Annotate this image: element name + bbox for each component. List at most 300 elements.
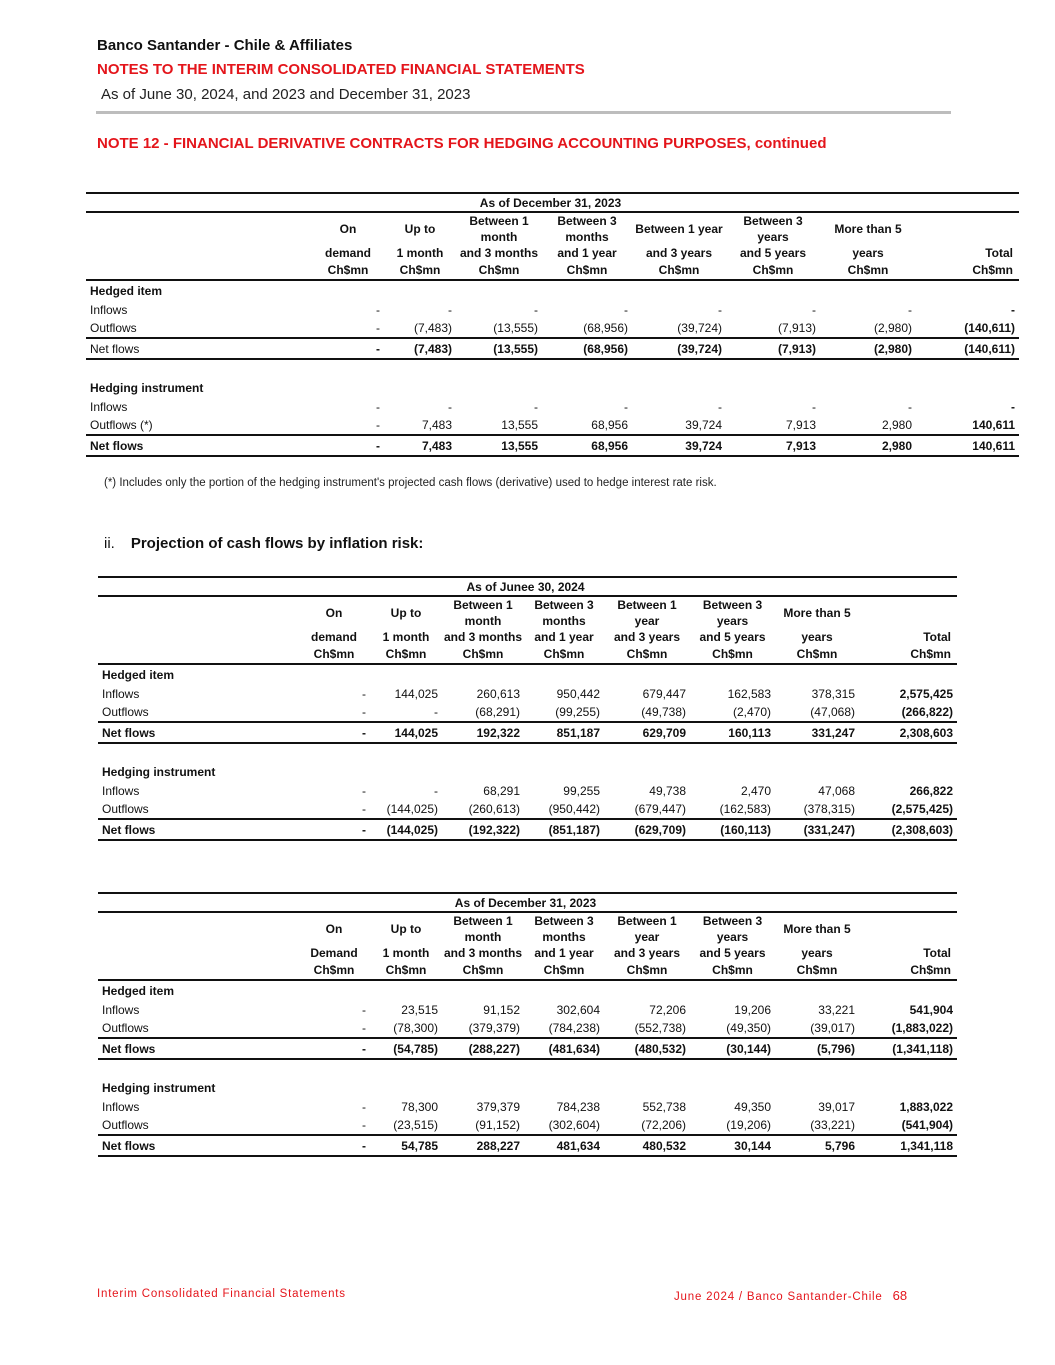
- value-cell: 379,379: [476, 1100, 520, 1114]
- header-blank: [86, 245, 312, 261]
- value-cell: -: [534, 303, 538, 317]
- footnote: (*) Includes only the portion of the hedging instrument's projected cash flows (derivative) used to hedge interest rate risk.: [104, 477, 717, 489]
- value-cell: 68,956: [591, 418, 628, 432]
- column-header-mid: 1 month: [382, 946, 430, 960]
- column-header-mid: and 5 years: [739, 246, 807, 260]
- value-cell: -: [434, 784, 438, 798]
- header-blank: [98, 945, 298, 961]
- value-cell: -: [298, 1038, 370, 1059]
- unit-label: Ch$mn: [370, 645, 442, 664]
- period-label: As of December 31, 2023: [86, 193, 1019, 212]
- column-header-mid: Total: [923, 630, 951, 644]
- section-row: [98, 980, 957, 1001]
- header-row-mid: [98, 945, 957, 961]
- unit-label: Ch$mn: [604, 961, 690, 980]
- inflows-row: [86, 301, 1019, 319]
- value-cell: 1,883,022: [899, 1100, 954, 1114]
- row-label: Net flows: [98, 819, 298, 840]
- value-cell: -: [362, 784, 366, 798]
- value-cell: 33,221: [818, 1003, 855, 1017]
- row-label: Net flows: [86, 435, 312, 456]
- value-cell: -: [624, 303, 628, 317]
- column-header-top: On: [325, 606, 343, 620]
- value-cell: (541,904): [901, 1118, 954, 1132]
- unit-label: Ch$mn: [690, 645, 775, 664]
- value-cell: 19,206: [734, 1003, 771, 1017]
- value-cell: -: [376, 303, 380, 317]
- row-label: Inflows: [90, 400, 128, 414]
- section-label: Hedging instrument: [102, 765, 216, 779]
- section-title: Projection of cash flows by inflation risk:: [130, 535, 424, 552]
- value-cell: (144,025): [386, 802, 438, 816]
- inflows-row: [98, 782, 957, 800]
- value-cell: (480,532): [604, 1038, 690, 1059]
- row-label: Outflows: [102, 705, 149, 719]
- table-inflation-jun-2024: [98, 576, 957, 841]
- header-row-mid: [98, 629, 957, 645]
- footer-right-text: June 2024 / Banco Santander-Chile: [674, 1291, 883, 1303]
- column-header-mid: and 1 year: [534, 630, 594, 644]
- header-blank: [86, 261, 312, 280]
- value-cell: 91,152: [483, 1003, 520, 1017]
- value-cell: 2,980: [881, 418, 912, 432]
- value-cell: 78,300: [401, 1100, 438, 1114]
- value-cell: 2,575,425: [899, 687, 953, 701]
- value-cell: 5,796: [775, 1135, 859, 1156]
- value-cell: -: [718, 303, 722, 317]
- value-cell: (68,956): [583, 321, 628, 335]
- column-header-top: On: [325, 922, 343, 936]
- net-flows-row: [86, 338, 1019, 359]
- row-label: Outflows: [102, 802, 149, 816]
- value-cell: -: [434, 705, 438, 719]
- outflows-row: [98, 800, 957, 819]
- value-cell: 49,350: [734, 1100, 771, 1114]
- unit-label: Ch$mn: [859, 645, 957, 664]
- outflows-row: [98, 1116, 957, 1135]
- value-cell: (481,634): [524, 1038, 604, 1059]
- unit-label: Ch$mn: [456, 261, 542, 280]
- value-cell: 2,980: [820, 435, 916, 456]
- value-cell: (629,709): [604, 819, 690, 840]
- inflows-row: [98, 685, 957, 703]
- column-header-top: Between 1 year: [635, 222, 723, 236]
- net-flows-row: [98, 1038, 957, 1059]
- value-cell: 72,206: [649, 1003, 686, 1017]
- column-header-mid: and 3 months: [459, 246, 538, 260]
- unit-label: Ch$mn: [632, 261, 726, 280]
- column-header-mid: and 1 year: [534, 946, 594, 960]
- section-label: Hedged item: [90, 284, 163, 298]
- section-row: [98, 1078, 957, 1098]
- value-cell: -: [624, 400, 628, 414]
- row-label: Net flows: [98, 1038, 298, 1059]
- column-header-top: [859, 596, 957, 629]
- period-label: As of Junee 30, 2024: [98, 577, 957, 596]
- value-cell: -: [362, 1003, 366, 1017]
- value-cell: 99,255: [563, 784, 600, 798]
- value-cell: -: [298, 819, 370, 840]
- net-flows-row: [98, 819, 957, 840]
- column-header-mid: and 3 months: [444, 946, 523, 960]
- value-cell: 7,483: [384, 435, 456, 456]
- unit-label: Ch$mn: [524, 961, 604, 980]
- column-header-top: Between 1 month: [469, 214, 529, 244]
- footer-right: [674, 1288, 907, 1303]
- row-label: Inflows: [102, 687, 140, 701]
- header-blank: [86, 212, 312, 245]
- unit-label: Ch$mn: [859, 961, 957, 980]
- value-cell: 140,611: [916, 435, 1019, 456]
- value-cell: (1,341,118): [859, 1038, 957, 1059]
- outflows-row: [98, 1019, 957, 1038]
- period-row: [98, 893, 957, 912]
- header-divider: [96, 111, 951, 114]
- unit-label: Ch$mn: [604, 645, 690, 664]
- column-header-top: Between 3 months: [557, 214, 617, 244]
- net-flows-row: [98, 722, 957, 743]
- value-cell: -: [1011, 400, 1016, 414]
- period-row: [98, 577, 957, 596]
- table-inflation-dec-2023: [98, 892, 957, 1157]
- header-row-top: [98, 912, 957, 945]
- column-header-top: Between 3 years: [702, 598, 763, 628]
- value-cell: 266,822: [909, 784, 953, 798]
- column-header-mid: Demand: [310, 946, 358, 960]
- column-header-top: Between 3 months: [534, 598, 594, 628]
- value-cell: (7,483): [413, 321, 452, 335]
- value-cell: 950,442: [556, 687, 600, 701]
- row-label: Outflows: [102, 1021, 149, 1035]
- unit-label: Ch$mn: [442, 645, 524, 664]
- value-cell: -: [908, 303, 912, 317]
- column-header-mid: and 3 years: [645, 246, 713, 260]
- column-header-top: On: [339, 222, 357, 236]
- section-number: ii.: [104, 535, 115, 552]
- net-flows-row: [86, 435, 1019, 456]
- value-cell: (144,025): [370, 819, 442, 840]
- column-header-top: More than 5: [783, 922, 851, 936]
- row-label: Net flows: [98, 1135, 298, 1156]
- column-header-mid: and 3 years: [613, 630, 681, 644]
- column-header-mid: years: [801, 946, 833, 960]
- column-header-top: Between 3 months: [534, 914, 594, 944]
- value-cell: (47,068): [810, 705, 855, 719]
- section-label: Hedged item: [102, 668, 175, 682]
- column-header-top: Between 1 year: [617, 598, 677, 628]
- row-label: Inflows: [90, 303, 128, 317]
- unit-label: Ch$mn: [726, 261, 820, 280]
- section-label: Hedging instrument: [90, 381, 204, 395]
- column-header-mid: demand: [324, 246, 371, 260]
- value-cell: (72,206): [641, 1118, 686, 1132]
- value-cell: -: [312, 435, 384, 456]
- value-cell: (5,796): [775, 1038, 859, 1059]
- value-cell: -: [362, 1100, 366, 1114]
- value-cell: (266,822): [901, 705, 953, 719]
- value-cell: (1,883,022): [891, 1021, 954, 1035]
- value-cell: -: [448, 303, 452, 317]
- value-cell: 679,447: [642, 687, 686, 701]
- value-cell: 851,187: [524, 722, 604, 743]
- value-cell: -: [376, 400, 380, 414]
- value-cell: (13,555): [456, 338, 542, 359]
- header-row-top: [98, 596, 957, 629]
- row-label: Net flows: [98, 722, 298, 743]
- value-cell: (19,206): [726, 1118, 771, 1132]
- column-header-top: Between 1 month: [453, 914, 513, 944]
- value-cell: -: [312, 338, 384, 359]
- unit-label: Ch$mn: [298, 961, 370, 980]
- value-cell: 144,025: [394, 687, 438, 701]
- footer-left: Interim Consolidated Financial Statements: [97, 1288, 346, 1300]
- value-cell: (39,017): [810, 1021, 855, 1035]
- value-cell: 541,904: [909, 1003, 954, 1017]
- unit-row: [98, 961, 957, 980]
- header-blank: [98, 912, 298, 945]
- value-cell: -: [812, 400, 816, 414]
- table-interest-rate-dec-2023: [86, 192, 1019, 457]
- value-cell: -: [718, 400, 722, 414]
- value-cell: (379,379): [468, 1021, 520, 1035]
- value-cell: 480,532: [604, 1135, 690, 1156]
- value-cell: -: [376, 321, 380, 335]
- value-cell: 47,068: [818, 784, 855, 798]
- value-cell: (679,447): [634, 802, 686, 816]
- value-cell: (91,152): [475, 1118, 520, 1132]
- unit-label: Ch$mn: [542, 261, 632, 280]
- value-cell: (30,144): [690, 1038, 775, 1059]
- section-ii-title: [104, 535, 423, 552]
- row-label: Inflows: [102, 1100, 140, 1114]
- value-cell: (160,113): [690, 819, 775, 840]
- row-label: Outflows (*): [90, 418, 153, 432]
- spacer-cell: [98, 743, 957, 762]
- value-cell: -: [298, 1135, 370, 1156]
- column-header-top: Up to: [390, 922, 422, 936]
- header-blank: [98, 645, 298, 664]
- value-cell: 7,913: [726, 435, 820, 456]
- value-cell: -: [362, 1021, 366, 1035]
- row-label: Inflows: [102, 1003, 140, 1017]
- inflows-row: [98, 1001, 957, 1019]
- inflows-row: [86, 398, 1019, 416]
- value-cell: 39,724: [632, 435, 726, 456]
- section-row: [98, 664, 957, 685]
- value-cell: (192,322): [442, 819, 524, 840]
- value-cell: (7,913): [777, 321, 816, 335]
- row-label: Outflows: [90, 321, 137, 335]
- value-cell: -: [298, 722, 370, 743]
- value-cell: (99,255): [555, 705, 600, 719]
- column-header-mid: and 3 years: [613, 946, 681, 960]
- section-row: [86, 280, 1019, 301]
- value-cell: (23,515): [393, 1118, 438, 1132]
- value-cell: 1,341,118: [859, 1135, 957, 1156]
- value-cell: (2,470): [732, 705, 771, 719]
- value-cell: 331,247: [775, 722, 859, 743]
- value-cell: (302,604): [548, 1118, 600, 1132]
- value-cell: (13,555): [493, 321, 538, 335]
- value-cell: (49,350): [726, 1021, 771, 1035]
- unit-label: Ch$mn: [298, 645, 370, 664]
- section-row: [86, 378, 1019, 398]
- value-cell: 49,738: [649, 784, 686, 798]
- value-cell: (54,785): [370, 1038, 442, 1059]
- value-cell: (33,221): [810, 1118, 855, 1132]
- header-blank: [98, 596, 298, 629]
- value-cell: -: [534, 400, 538, 414]
- unit-row: [98, 645, 957, 664]
- value-cell: 192,322: [442, 722, 524, 743]
- column-header-top: [916, 212, 1019, 245]
- value-cell: (2,980): [873, 321, 912, 335]
- unit-label: Ch$mn: [524, 645, 604, 664]
- outflows-row: [98, 703, 957, 722]
- value-cell: (2,980): [820, 338, 916, 359]
- value-cell: (68,291): [475, 705, 520, 719]
- column-header-mid: Total: [923, 946, 952, 960]
- section-row: [98, 762, 957, 782]
- value-cell: (49,738): [641, 705, 686, 719]
- outflows-row: [86, 319, 1019, 338]
- period-label: As of December 31, 2023: [98, 893, 957, 912]
- column-header-mid: and 5 years: [699, 630, 766, 644]
- column-header-top: Between 3 years: [743, 214, 803, 244]
- section-label: Hedging instrument: [102, 1081, 216, 1095]
- value-cell: 39,017: [818, 1100, 855, 1114]
- value-cell: (331,247): [775, 819, 859, 840]
- value-cell: -: [908, 400, 912, 414]
- value-cell: 160,113: [690, 722, 775, 743]
- column-header-top: Between 1 month: [453, 598, 513, 628]
- value-cell: (260,613): [468, 802, 520, 816]
- value-cell: 13,555: [501, 418, 538, 432]
- value-cell: (140,611): [964, 321, 1016, 335]
- net-flows-row: [98, 1135, 957, 1156]
- value-cell: 13,555: [456, 435, 542, 456]
- value-cell: 68,956: [542, 435, 632, 456]
- header-row-top: [86, 212, 1019, 245]
- value-cell: (784,238): [548, 1021, 600, 1035]
- value-cell: 54,785: [370, 1135, 442, 1156]
- column-header-mid: years: [801, 630, 833, 644]
- value-cell: (68,956): [542, 338, 632, 359]
- company-name: Banco Santander - Chile & Affiliates: [97, 37, 353, 54]
- as-of-date: As of June 30, 2024, and 2023 and December 31, 2023: [101, 86, 471, 103]
- unit-label: Ch$mn: [820, 261, 916, 280]
- value-cell: (7,913): [726, 338, 820, 359]
- value-cell: -: [362, 705, 366, 719]
- value-cell: (78,300): [393, 1021, 438, 1035]
- note-title: NOTE 12 - FINANCIAL DERIVATIVE CONTRACTS FOR HEDGING ACCOUNTING PURPOSES, continued: [97, 135, 827, 152]
- value-cell: 7,913: [785, 418, 816, 432]
- value-cell: 2,470: [740, 784, 771, 798]
- header-row-mid: [86, 245, 1019, 261]
- column-header-mid: and 5 years: [699, 946, 766, 960]
- value-cell: -: [362, 802, 366, 816]
- value-cell: -: [448, 400, 452, 414]
- value-cell: (2,575,425): [891, 802, 953, 816]
- unit-label: Ch$mn: [442, 961, 524, 980]
- value-cell: 68,291: [483, 784, 520, 798]
- value-cell: (7,483): [384, 338, 456, 359]
- header-blank: [98, 961, 298, 980]
- column-header-mid: 1 month: [382, 630, 430, 644]
- value-cell: 552,738: [642, 1100, 686, 1114]
- unit-label: Ch$mn: [775, 645, 859, 664]
- value-cell: 162,583: [727, 687, 771, 701]
- column-header-mid: 1 month: [396, 246, 444, 260]
- unit-label: Ch$mn: [312, 261, 384, 280]
- value-cell: -: [376, 418, 380, 432]
- notes-title: NOTES TO THE INTERIM CONSOLIDATED FINANCIAL STATEMENTS: [97, 61, 585, 78]
- value-cell: 23,515: [401, 1003, 438, 1017]
- row-label: Outflows: [102, 1118, 149, 1132]
- column-header-top: More than 5: [834, 222, 902, 236]
- period-row: [86, 193, 1019, 212]
- unit-row: [86, 261, 1019, 280]
- value-cell: (950,442): [548, 802, 600, 816]
- column-header-top: Between 3 years: [702, 914, 763, 944]
- value-cell: 30,144: [690, 1135, 775, 1156]
- unit-label: Ch$mn: [775, 961, 859, 980]
- row-label: Inflows: [102, 784, 140, 798]
- column-header-top: [859, 912, 957, 945]
- value-cell: (39,724): [632, 338, 726, 359]
- spacer-row: [98, 1059, 957, 1078]
- spacer-cell: [98, 1059, 957, 1078]
- value-cell: 7,483: [421, 418, 452, 432]
- column-header-top: Up to: [390, 606, 422, 620]
- value-cell: -: [362, 687, 366, 701]
- value-cell: -: [1011, 303, 1016, 317]
- spacer-row: [86, 359, 1019, 378]
- column-header-mid: years: [852, 246, 884, 260]
- row-label: Net flows: [86, 338, 312, 359]
- column-header-top: Between 1 year: [617, 914, 677, 944]
- inflows-row: [98, 1098, 957, 1116]
- value-cell: (162,583): [719, 802, 771, 816]
- spacer-row: [98, 743, 957, 762]
- unit-label: Ch$mn: [690, 961, 775, 980]
- column-header-mid: and 3 months: [444, 630, 523, 644]
- value-cell: 302,604: [556, 1003, 600, 1017]
- column-header-mid: and 1 year: [557, 246, 617, 260]
- value-cell: 481,634: [524, 1135, 604, 1156]
- value-cell: 784,238: [556, 1100, 600, 1114]
- value-cell: 260,613: [476, 687, 520, 701]
- value-cell: (140,611): [916, 338, 1019, 359]
- value-cell: 378,315: [811, 687, 855, 701]
- value-cell: 288,227: [442, 1135, 524, 1156]
- value-cell: (851,187): [524, 819, 604, 840]
- column-header-top: Up to: [404, 222, 436, 236]
- column-header-mid: demand: [310, 630, 357, 644]
- column-header-mid: Total: [985, 246, 1014, 260]
- spacer-cell: [86, 359, 1019, 378]
- value-cell: 144,025: [370, 722, 442, 743]
- unit-label: Ch$mn: [370, 961, 442, 980]
- section-label: Hedged item: [102, 984, 175, 998]
- value-cell: 629,709: [604, 722, 690, 743]
- column-header-top: More than 5: [783, 606, 851, 620]
- unit-label: Ch$mn: [384, 261, 456, 280]
- value-cell: 39,724: [685, 418, 722, 432]
- value-cell: -: [812, 303, 816, 317]
- value-cell: (552,738): [634, 1021, 686, 1035]
- value-cell: 140,611: [972, 418, 1016, 432]
